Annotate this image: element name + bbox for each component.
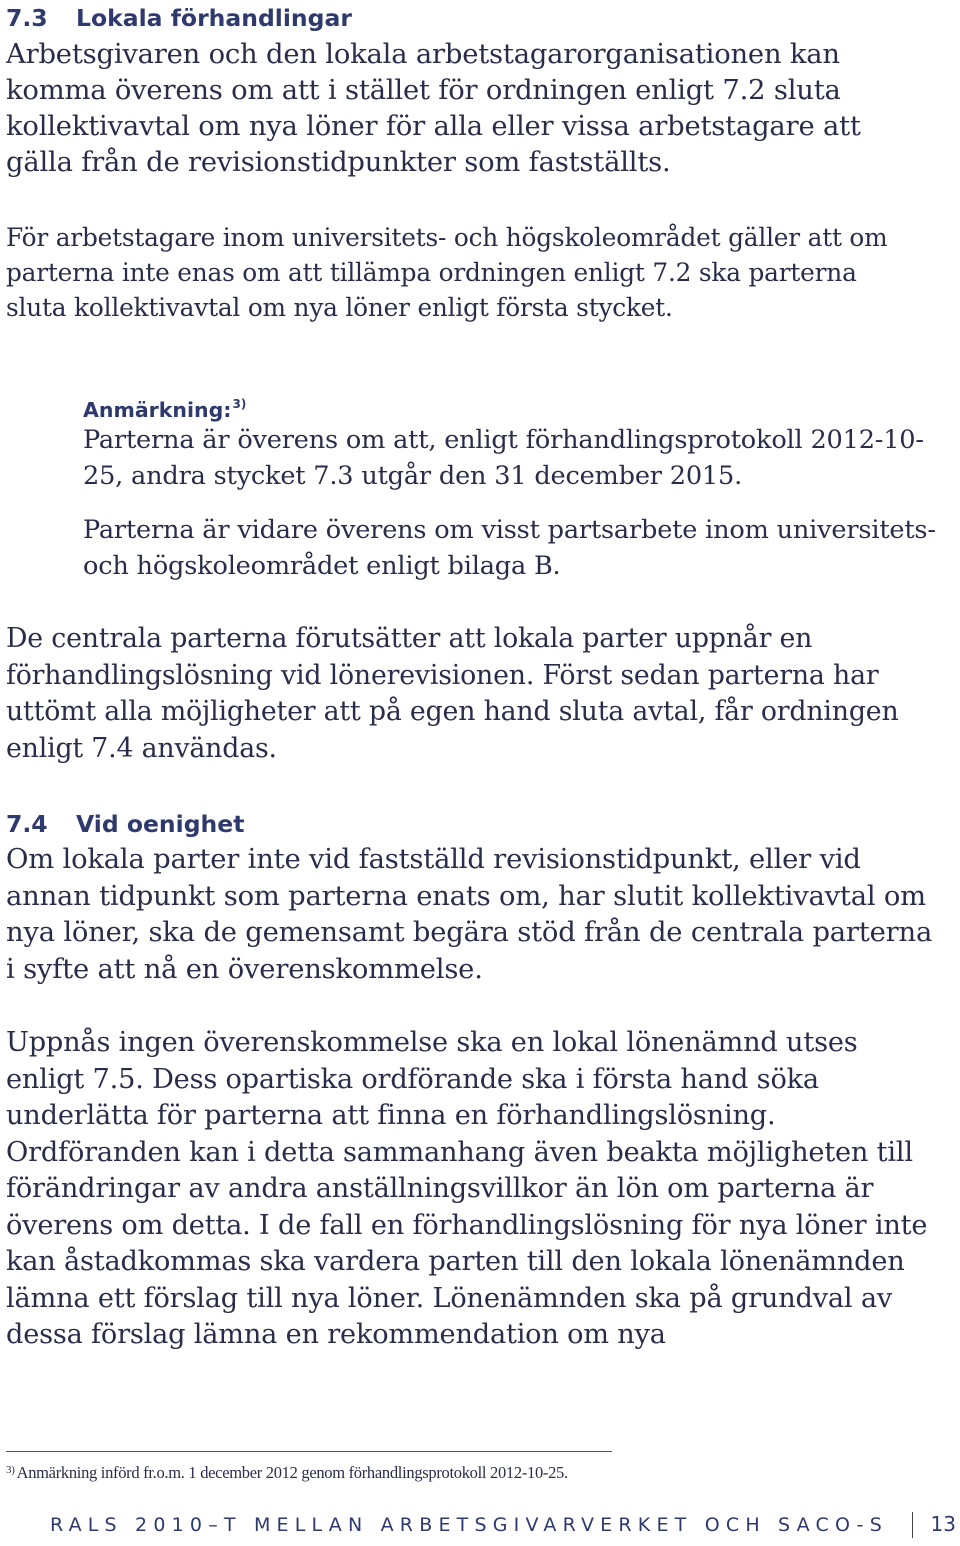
page-number: 13 — [930, 1512, 956, 1536]
section-heading — [6, 808, 244, 840]
footnote-reference: 3) — [232, 397, 247, 411]
section-title: Lokala förhandlingar — [76, 4, 352, 32]
paragraph: Om lokala parter inte vid fastställd revisionstidpunkt, eller vid annan tidpunkt som parterna enats om, har slutit kollektivavtal om nya löner, ska de gemensamt begära stöd från de centrala parterna i syfte att nå en överenskommelse. — [6, 844, 933, 985]
paragraph: Uppnås ingen överenskommelse ska en lokal lönenämnd utses enligt 7.5. Dess opartiska ordförande ska i första hand söka underlätta för parterna att finna en förhandlingslösning. Ordföranden kan i detta sammanhang även beakta möjligheten till förändringar av andra anställningsvillkor än lön om parterna är överens om detta. I de fall en förhandlingslösning för nya löner inte kan åstadkommas ska vardera parten till den lokala lönenämnden lämna ett förslag till nya löner. Lönenämnden ska på grundval av dessa förslag lämna en rekommendation om nya — [6, 1027, 928, 1350]
footnote — [6, 1459, 568, 1484]
footer-divider — [912, 1512, 913, 1538]
footnote-text: Anmärkning införd fr.o.m. 1 december 2012 genom förhandlingsprotokoll 2012-10-25. — [16, 1463, 568, 1482]
footer-title: RALS 2010–T MELLAN ARBETSGIVARVERKET OCH SACO-S — [49, 1514, 888, 1536]
section-title: Vid oenighet — [76, 810, 245, 838]
note-label-text: Anmärkning: — [83, 398, 232, 422]
note-paragraph: Parterna är vidare överens om visst partsarbete inom universitets- och högskoleområdet enligt bilaga B. — [83, 515, 936, 581]
note-label — [83, 390, 246, 424]
section-number: 7.4 — [6, 810, 48, 838]
footnote-divider — [6, 1451, 612, 1452]
note-paragraph: Parterna är överens om att, enligt förhandlingsprotokoll 2012-10-25, andra stycket 7.3 utgår den 31 december 2015. — [83, 425, 924, 491]
footnote-marker: 3) — [6, 1464, 15, 1476]
paragraph: De centrala parterna förutsätter att lokala parter uppnår en förhandlingslösning vid lönerevisionen. Först sedan parterna har uttömt alla möjligheter att på egen hand sluta avtal, får ordningen enligt 7.4 användas. — [6, 623, 899, 764]
section-heading — [6, 2, 352, 34]
paragraph: För arbetstagare inom universitets- och högskoleområdet gäller att om parterna inte enas om att tillämpa ordningen enligt 7.2 ska parterna sluta kollektivavtal om nya löner enligt första stycket. — [6, 223, 888, 322]
paragraph: Arbetsgivaren och den lokala arbetstagarorganisationen kan komma överens om att i stället för ordningen enligt 7.2 sluta kollektivavtal om nya löner för alla eller vissa arbetstagare att gälla från de revisionstidpunkter som fastställts. — [6, 39, 861, 178]
section-number: 7.3 — [6, 4, 48, 32]
page-footer — [0, 1512, 960, 1542]
